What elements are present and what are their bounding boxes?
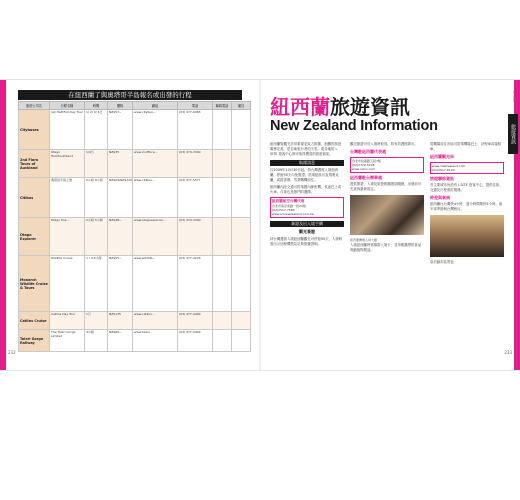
phone-cell: (03) 477-4499 (178, 312, 213, 330)
info-box (270, 197, 344, 218)
tour-cell: Wildlife Cruise (50, 256, 85, 312)
pink-heading: 紐西蘭駐台辦事處 (350, 175, 382, 180)
header-phone: 電話 (178, 102, 213, 110)
company-cell: 2nd Flora Tours of Auckland (19, 150, 50, 178)
side-section-label: 紐西蘭 (513, 90, 518, 102)
paragraph: 紐西蘭比台灣快4小時，夏令時間則快5小時。南半球季節與台灣相反。 (430, 202, 503, 211)
table-row (19, 312, 251, 330)
intro-paragraph: 紐西蘭對觀光非常重視並致力推廣，相關的旅遊服務完善，是自助旅行者的天堂。從各地的 i-SITE 遊客中心即可取得豐富的旅遊資訊。 (270, 142, 342, 156)
url-cell[interactable]: www.taieri... (133, 330, 178, 352)
side-section-title: 旅遊資訊 (508, 114, 518, 154)
company-cell: Monarch Wildlife Cruise & Tours (19, 256, 50, 312)
url-cell[interactable]: www.wildlife... (133, 256, 178, 312)
right-page-number: 233 (504, 350, 512, 355)
info-box-line[interactable]: www.airnewzealand.com.tw (272, 212, 314, 216)
pink-heading: 台灣駐紐西蘭代表處 (350, 149, 386, 154)
company-cell: Otago Explorer (19, 218, 50, 256)
title-english: New Zealand Information (270, 118, 438, 134)
phone-cell: (03) 474-3300 (178, 150, 213, 178)
table-title: 在紐西蘭了與奧塔哥半島報名或出發的行程 (18, 90, 242, 100)
phone-cell: (03) 474-3300 (178, 218, 213, 256)
paragraph: 自2009年10月30日起，持台灣護照入境紐西蘭，停留90天內免簽證。搭乘紐航可直飛奧克蘭，或經香港、雪梨轉機前往。 (270, 168, 339, 182)
url-cell[interactable]: www.2ndflora... (133, 150, 178, 178)
header-company: 旅遊公司名 (19, 102, 50, 110)
info-box-line: (02)2517-7660 (272, 208, 295, 212)
url-cell[interactable]: www.citibus... (133, 178, 178, 218)
airport-photo (350, 195, 424, 242)
paragraph: 各主要城市皆設有 i-SITE 遊客中心，提供住宿、交通及行程預訂服務。 (430, 183, 503, 192)
header-tour: 行程名稱 (50, 102, 85, 110)
left-page-number: 232 (8, 350, 16, 355)
company-cell: Taieri Gorge Railway (19, 330, 50, 352)
price-cell: NZ$80~ (108, 330, 133, 352)
header-price: 價格 (108, 102, 133, 110)
table-row (19, 178, 251, 218)
photo-caption: 紐西蘭機場入境大廳 (350, 238, 378, 242)
header-contact: 聯絡電話 (213, 102, 232, 110)
table-row (19, 218, 251, 256)
time-cell: 2小時 8小時 (85, 178, 108, 218)
paragraph: 觀光簽證可於入境時取得，持有效護照即可。 (350, 142, 418, 146)
info-box-label: 紐西蘭航空台灣代理 (272, 199, 305, 203)
price-cell: NZ$35 (108, 150, 133, 178)
price-cell: NZ$135 (108, 312, 133, 330)
company-cell: Citibus (19, 178, 50, 218)
tour-cell: 1st Half/Full Day Tour (50, 110, 85, 150)
info-box-line[interactable]: www.newzealand.com (432, 164, 466, 168)
article-column-1 (270, 142, 344, 360)
info-box-line: 台北市信義路五段7號 (352, 159, 381, 163)
table-row (19, 256, 251, 312)
url-cell[interactable]: www.otagoexplorer... (133, 218, 178, 256)
magazine-spread (0, 80, 520, 370)
table-row (19, 110, 251, 150)
tour-table (18, 101, 251, 352)
paragraph: 入境紐西蘭時需填寫入境卡，並申報攜帶的食品與動植物製品。 (350, 243, 422, 252)
price-cell: NZ$48~ (108, 218, 133, 256)
table-row (19, 330, 251, 352)
paragraph: 從機場前往市區可搭乘機場巴士、計程車或接駁車。 (430, 142, 502, 151)
url-cell[interactable]: www.catlins... (133, 312, 178, 330)
tour-cell: Catlins Day Tour (50, 312, 85, 330)
article-column-2 (350, 142, 424, 360)
table-header-row (19, 102, 251, 110)
header-note: 備註 (232, 102, 251, 110)
price-cell: NZ$57~ (108, 110, 133, 150)
title-chinese-pink: 紐西蘭 (270, 95, 330, 119)
company-cell: Catlins Cruise (19, 312, 50, 330)
pink-heading: 時差與氣候 (430, 195, 450, 200)
section-bar-visa: 簽證及出入境手續 (270, 221, 344, 227)
page-gutter (259, 80, 261, 370)
header-url: 網址 (133, 102, 178, 110)
info-box (430, 162, 504, 174)
paragraph: 紐西蘭內陸交通可搭乘國內線班機、長途巴士或火車，自駕也是熱門的選擇。 (270, 185, 342, 194)
left-page (18, 90, 245, 362)
section-bar-flights: 航運訊息 (270, 160, 344, 166)
phone-cell: (03) 477-5577 (178, 178, 213, 218)
url-cell[interactable]: www.citybus... (133, 110, 178, 150)
title-chinese-dark: 旅遊資訊 (330, 95, 410, 119)
photo-caption: 皇后鎮市區景色 (430, 260, 454, 264)
info-box-line: (02)2517-6140 (432, 168, 455, 172)
paragraph: 持台灣護照入境紐西蘭觀光可停留90天，入境時需出示回程機票及足夠旅費證明。 (270, 237, 343, 246)
info-box-line: (02)2720-5228 (352, 163, 375, 167)
time-cell: 1 / 4.5小時 (85, 256, 108, 312)
article-columns (270, 142, 506, 362)
price-cell: NZ$55~ (108, 256, 133, 312)
time-cell: 1/4日 (85, 150, 108, 178)
phone-cell: (03) 477-4276 (178, 256, 213, 312)
phone-cell: (03) 477-9083 (178, 110, 213, 150)
table-row (19, 150, 251, 178)
time-cell: 4小時 (85, 330, 108, 352)
tour-cell: Otago Hist/Southland (50, 150, 85, 178)
pink-heading: 紐西蘭觀光局 (430, 154, 454, 159)
info-box-line[interactable]: www.nzcio.com (352, 167, 376, 171)
company-cell: Citybuses (19, 110, 50, 150)
left-edge-tab (0, 80, 6, 370)
header-time: 時間 (85, 102, 108, 110)
subheading: 觀光簽證 (299, 229, 315, 234)
phone-cell: (03) 477-4449 (178, 330, 213, 352)
info-box-line: 台北市南京東路一段24號 (272, 204, 306, 208)
tour-cell: The Taieri Gorge Limited (50, 330, 85, 352)
time-cell: 2小時 5小時 (85, 218, 108, 256)
article-column-3 (430, 142, 504, 360)
time-cell: 1日 (85, 312, 108, 330)
tour-cell: Otago Exp... (50, 218, 85, 256)
paragraph: 提供簽證、入境及旅遊相關諮詢服務，出發前可先查詢最新規定。 (350, 182, 422, 191)
pink-heading: 旅遊聯絡資訊 (430, 176, 454, 181)
price-cell: NZ$69/NZ$129 (108, 178, 133, 218)
title-chinese (270, 96, 506, 118)
info-box (350, 157, 424, 173)
tour-cell: 奧塔哥半島之旅 (50, 178, 85, 218)
city-photo (430, 215, 504, 257)
time-cell: 1/ 2/ 3/ 4日 (85, 110, 108, 150)
